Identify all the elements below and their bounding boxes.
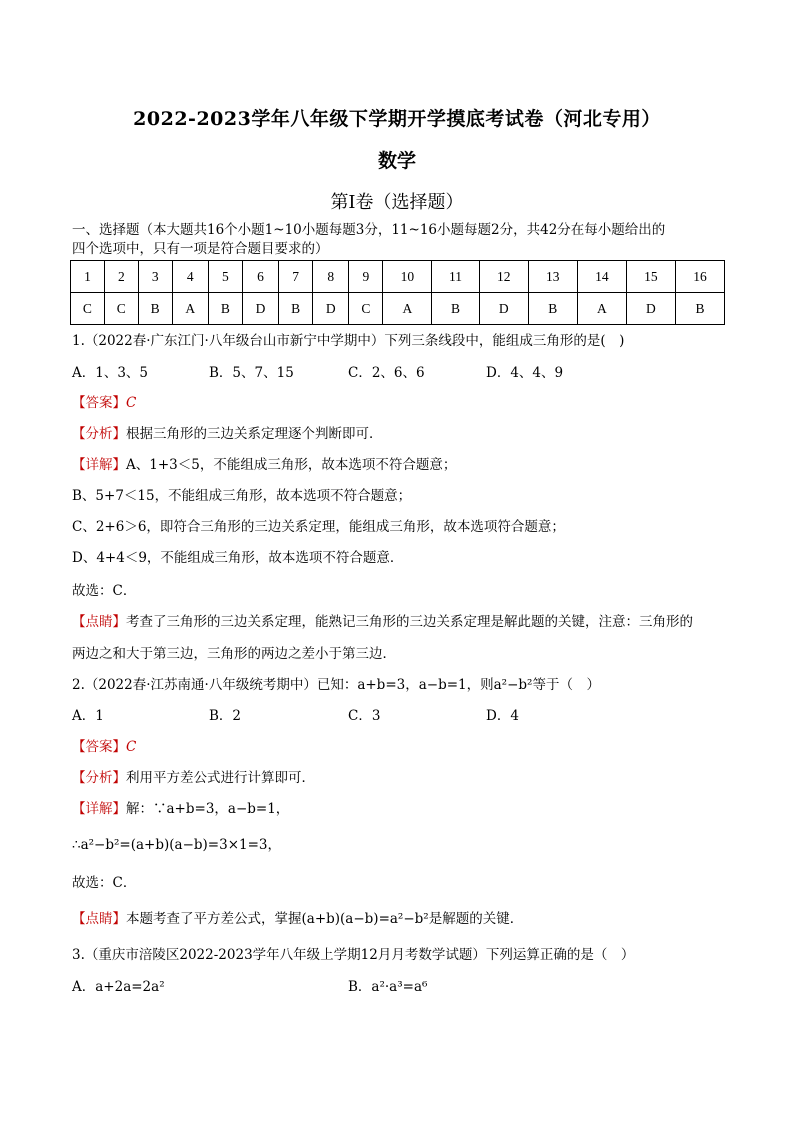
- q2-option-a: A．1: [72, 708, 104, 724]
- q1-detail-a-text: A、1+3＜5，不能组成三角形，故本选项不符合题意；: [126, 457, 457, 473]
- q1-detail-a: [72, 456, 456, 474]
- question-number-cell: 9: [349, 261, 383, 293]
- question-number-cell: 4: [172, 261, 208, 293]
- answer-table-answer-row: [71, 293, 725, 325]
- question-number-cell: 13: [528, 261, 577, 293]
- q2-comment-text: 本题考查了平方差公式，掌握(a+b)(a−b)=a²−b²是解题的关键．: [126, 911, 524, 927]
- answer-cell: B: [528, 293, 577, 325]
- answer-cell: B: [279, 293, 313, 325]
- question-number-cell: 5: [208, 261, 242, 293]
- q1-detail-label: 【详解】: [72, 457, 126, 473]
- question-number-cell: 11: [432, 261, 479, 293]
- answer-cell: C: [349, 293, 383, 325]
- q3-option-a: A．a+2a=2a²: [72, 979, 165, 995]
- section-instructions-1: 一、选择题（本大题共16个小题1~10小题每题3分，11~16小题每题2分，共42分在每小题给出的: [72, 222, 666, 238]
- q1-comment-label: 【点睛】: [72, 614, 126, 630]
- answer-cell: B: [208, 293, 242, 325]
- q3-option-b: B．a²·a³=a⁶: [348, 979, 428, 995]
- q3-options: [72, 978, 427, 996]
- q2-detail-1: [72, 800, 289, 818]
- answer-cell: B: [432, 293, 479, 325]
- question-number-cell: 8: [313, 261, 349, 293]
- question-number-cell: 7: [279, 261, 313, 293]
- question-number-cell: 6: [242, 261, 278, 293]
- answer-cell: D: [313, 293, 349, 325]
- q1-option-d: D．4、4、9: [486, 365, 564, 381]
- q2-stem: 2.（2022春·江苏南通·八年级统考期中）已知：a+b=3，a−b=1，则a²−b²等于（ ）: [72, 677, 600, 693]
- question-number-cell: 12: [479, 261, 528, 293]
- answer-cell: B: [675, 293, 724, 325]
- q1-comment-2: 两边之和大于第三边，三角形的两边之差小于第三边．: [72, 646, 396, 662]
- q1-stem: 1.（2022春·广东江门·八年级台山市新宁中学期中）下列三条线段中，能组成三角形的是( ): [72, 333, 625, 349]
- answer-cell: D: [626, 293, 675, 325]
- answer-cell: C: [104, 293, 138, 325]
- question-number-cell: 1: [71, 261, 105, 293]
- question-number-cell: 2: [104, 261, 138, 293]
- q2-options: [72, 707, 519, 725]
- answer-cell: B: [138, 293, 172, 325]
- q1-answer-value: C: [126, 395, 137, 411]
- q1-analysis: [72, 425, 383, 443]
- question-number-cell: 14: [577, 261, 626, 293]
- q1-analysis-text: 根据三角形的三边关系定理逐个判断即可．: [126, 426, 383, 442]
- q1-option-b: B．5、7、15: [209, 365, 294, 381]
- q2-analysis: [72, 769, 315, 787]
- q2-option-d: D．4: [486, 708, 519, 724]
- answer-cell: D: [242, 293, 278, 325]
- answer-cell: A: [577, 293, 626, 325]
- question-number-cell: 15: [626, 261, 675, 293]
- q2-detail-2: ∴a²−b²=(a+b)(a−b)=3×1=3，: [72, 837, 281, 853]
- q1-option-a: A．1、3、5: [72, 365, 149, 381]
- q1-answer-label: 【答案】: [72, 395, 126, 411]
- q1-detail-c: C、2+6＞6，即符合三角形的三边关系定理，能组成三角形，故本选项符合题意；: [72, 519, 565, 535]
- q1-choice: 故选：C．: [72, 583, 137, 599]
- section-instructions-2: 四个选项中，只有一项是符合题目要求的）: [72, 241, 329, 257]
- q2-answer-label: 【答案】: [72, 739, 126, 755]
- volume-title: 第Ⅰ卷（选择题）: [330, 192, 464, 213]
- q1-detail-d: D、4+4＜9，不能组成三角形，故本选项不符合题意．: [72, 550, 404, 566]
- exam-title: 2022-2023学年八年级下学期开学摸底考试卷（河北专用）: [133, 108, 661, 130]
- q1-answer: [72, 394, 136, 412]
- answer-table-number-row: [71, 261, 725, 293]
- q3-stem: 3.（重庆市涪陵区2022-2023学年八年级上学期12月月考数学试题）下列运算正确的是（ ）: [72, 947, 635, 963]
- q1-options: [72, 364, 563, 382]
- q2-comment: [72, 910, 523, 928]
- q1-analysis-label: 【分析】: [72, 426, 126, 442]
- answer-cell: C: [71, 293, 105, 325]
- q1-comment-text-1: 考查了三角形的三边关系定理，能熟记三角形的三边关系定理是解此题的关键，注意：三角形的: [126, 614, 693, 630]
- q2-option-b: B．2: [209, 708, 242, 724]
- q1-comment: [72, 613, 693, 631]
- q2-answer-value: C: [126, 739, 137, 755]
- q2-choice: 故选：C．: [72, 875, 137, 891]
- q1-option-c: C．2、6、6: [348, 365, 425, 381]
- question-number-cell: 10: [383, 261, 432, 293]
- q2-analysis-text: 利用平方差公式进行计算即可．: [126, 770, 315, 786]
- question-number-cell: 16: [675, 261, 724, 293]
- q2-detail-label: 【详解】: [72, 801, 126, 817]
- q2-analysis-label: 【分析】: [72, 770, 126, 786]
- answer-table: [70, 260, 725, 325]
- q2-detail-1-text: 解：∵a+b=3，a−b=1，: [126, 801, 290, 817]
- question-number-cell: 3: [138, 261, 172, 293]
- q2-option-c: C．3: [348, 708, 381, 724]
- answer-cell: D: [479, 293, 528, 325]
- q2-comment-label: 【点睛】: [72, 911, 126, 927]
- answer-cell: A: [172, 293, 208, 325]
- q2-answer: [72, 738, 136, 756]
- answer-cell: A: [383, 293, 432, 325]
- q1-detail-b: B、5+7＜15，不能组成三角形，故本选项不符合题意；: [72, 488, 412, 504]
- subject-title: 数学: [377, 150, 416, 172]
